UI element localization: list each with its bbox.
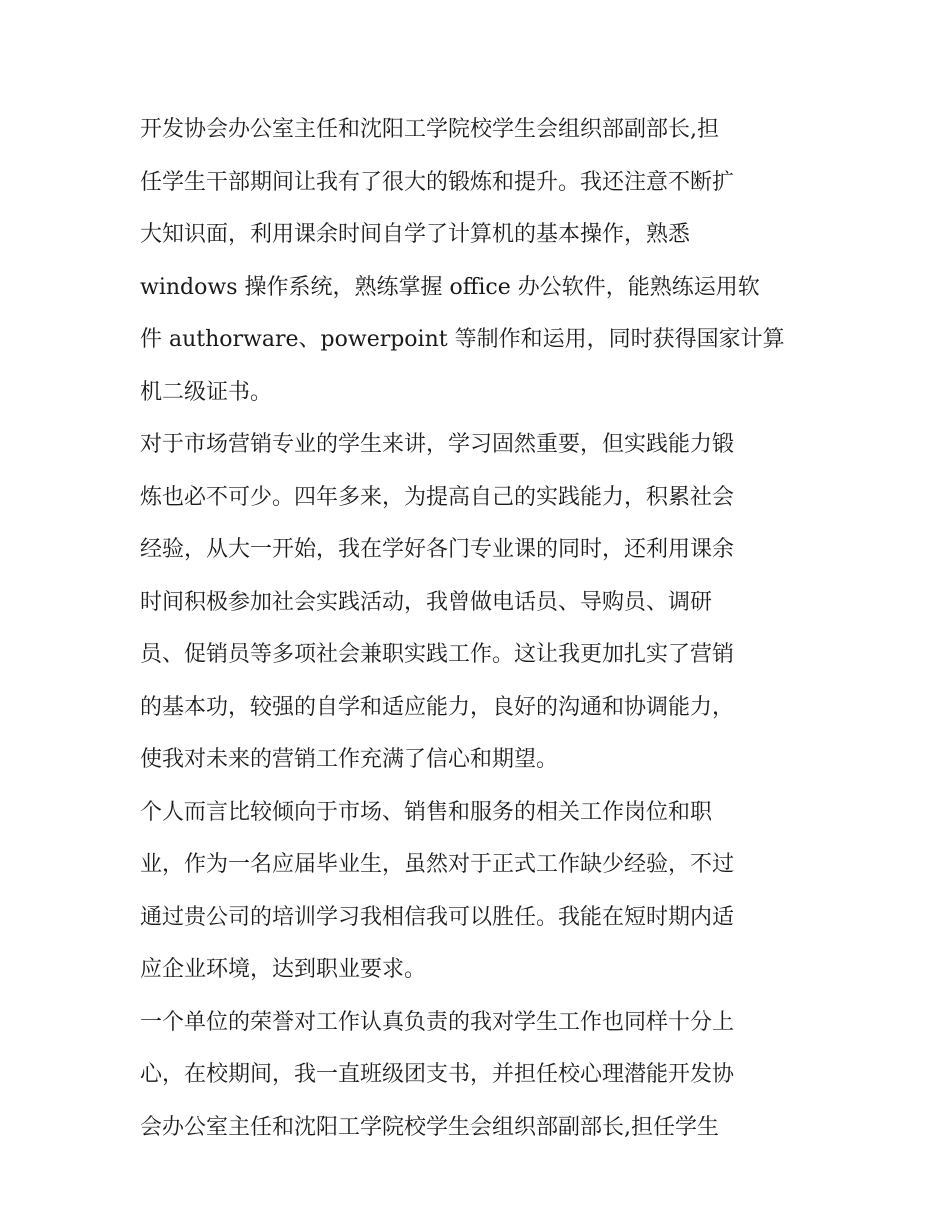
text-line: 通过贵公司的培训学习我相信我可以胜任。我能在短时期内适 xyxy=(140,904,735,930)
text-line: 炼也必不可少。四年多来，为提高自己的实践能力，积累社会 xyxy=(140,484,735,510)
text-line: windows 操作系统，熟练掌握 office 办公软件，能熟练运用软 xyxy=(140,274,760,300)
text-line: 时间积极参加社会实践活动，我曾做电话员、导购员、调研 xyxy=(140,589,713,615)
text-line: 员、促销员等多项社会兼职实践工作。这让我更加扎实了营销 xyxy=(140,642,735,667)
text-line: 个人而言比较倾向于市场、销售和服务的相关工作岗位和职 xyxy=(140,799,713,825)
text-line: 大知识面，利用课余时间自学了计算机的基本操作，熟悉 xyxy=(140,222,691,247)
document-body xyxy=(140,104,820,1154)
text-line: 应企业环境，达到职业要求。 xyxy=(140,957,427,982)
text-line: 经验，从大一开始，我在学好各门专业课的同时，还利用课余 xyxy=(140,537,735,562)
text-line: 心，在校期间，我一直班级团支书，并担任校心理潜能开发协 xyxy=(140,1062,735,1087)
text-line: 件 authorware、powerpoint 等制作和运用，同时获得国家计算 xyxy=(140,327,785,352)
text-line: 会办公室主任和沈阳工学院校学生会组织部副部长,担任学生 xyxy=(140,1114,719,1140)
text-line: 的基本功，较强的自学和适应能力，良好的沟通和协调能力， xyxy=(140,694,735,720)
text-line: 机二级证书。 xyxy=(140,379,273,405)
text-line: 使我对未来的营销工作充满了信心和期望。 xyxy=(140,747,559,772)
text-line: 开发协会办公室主任和沈阳工学院校学生会组织部副部长,担 xyxy=(140,117,719,142)
text-line: 对于市场营销专业的学生来讲，学习固然重要，但实践能力锻 xyxy=(140,432,735,457)
text-line: 一个单位的荣誉对工作认真负责的我对学生工作也同样十分上 xyxy=(140,1009,735,1035)
text-line: 任学生干部期间让我有了很大的锻炼和提升。我还注意不断扩 xyxy=(140,169,735,195)
text-line: 业，作为一名应届毕业生，虽然对于正式工作缺少经验，不过 xyxy=(140,852,735,877)
